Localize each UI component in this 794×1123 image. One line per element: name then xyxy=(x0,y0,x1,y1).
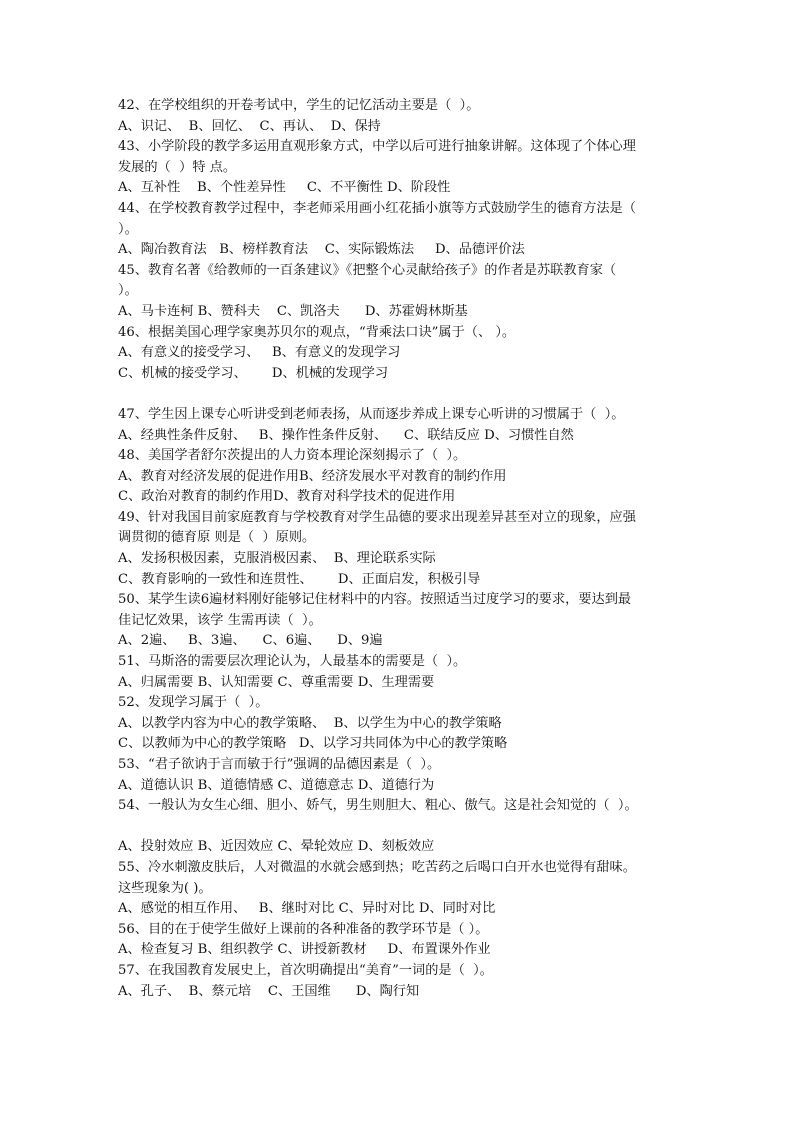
q57-stem: 57、在我国教育发展史上，首次明确提出“美育”一词的是（ ）。 xyxy=(118,962,493,978)
q50-options: A、2遍、 B、3遍、 C、6遍、 D、9遍 xyxy=(118,633,383,649)
q47-stem: 47、学生因上课专心听讲受到老师表扬，从而逐步养成上课专心听讲的习惯属于（ ）。 xyxy=(118,406,625,422)
q42-options: A、识记、 B、回忆、 C、再认、 D、保持 xyxy=(118,118,381,134)
q55-options: A、感觉的相互作用、 B、继时对比 C、异时对比 D、同时对比 xyxy=(118,901,496,917)
q57-options: A、孔子、 B、蔡元培 C、王国维 D、陶行知 xyxy=(118,983,420,999)
q46-options-cd: C、机械的接受学习、 D、机械的发现学习 xyxy=(118,365,389,381)
q48-options-ab: A、教育对经济发展的促进作用B、经济发展水平对教育的制约作用 xyxy=(118,468,507,484)
q43-stem-line2: 发展的（ ）特 点。 xyxy=(118,159,237,175)
q44-options: A、陶冶教育法 B、榜样教育法 C、实际锻炼法 D、品德评价法 xyxy=(118,242,525,258)
q54-options: A、投射效应 B、近因效应 C、晕轮效应 D、刻板效应 xyxy=(118,839,435,855)
q43-options: A、互补性 B、个性差异性 C、不平衡性 D、阶段性 xyxy=(118,180,451,196)
q45-options: A、马卡连柯 B、赞科夫 C、凯洛夫 D、苏霍姆林斯基 xyxy=(118,303,468,319)
q53-stem: 53、“君子欲讷于言而敏于行”强调的品德因素是（ ）。 xyxy=(118,757,441,772)
q49-options-cd: C、教育影响的一致性和连贯性、 D、正面启发，积极引导 xyxy=(118,571,481,587)
q55-stem-line2: 这些现象为( )。 xyxy=(118,880,212,896)
q45-stem-line1: 45、教育名著《给教师的一百条建议》《把整个心灵献给孩子》的作者是苏联教育家（ xyxy=(118,262,617,278)
q54-stem: 54、一般认为女生心细、胆小、娇气，男生则胆大、粗心、傲气。这是社会知觉的（ ）。 xyxy=(118,798,638,814)
blank-line xyxy=(118,384,678,405)
q51-options: A、归属需要 B、认知需要 C、尊重需要 D、生理需要 xyxy=(118,674,435,690)
q44-stem-line2: ）。 xyxy=(118,221,138,237)
q50-stem-line1: 50、某学生读6遍材料刚好能够记住材料中的内容。按照适当过度学习的要求，要达到最 xyxy=(118,592,632,608)
q51-stem: 51、马斯洛的需要层次理论认为，人最基本的需要是（ ）。 xyxy=(118,654,467,670)
q45-stem-line2: ）。 xyxy=(118,283,138,299)
q52-options-ab: A、以教学内容为中心的教学策略、 B、以学生为中心的教学策略 xyxy=(118,715,502,731)
q52-stem: 52、发现学习属于（ ）。 xyxy=(118,695,269,711)
q49-options-ab: A、发扬积极因素，克服消极因素、 B、理论联系实际 xyxy=(118,551,436,567)
q56-stem: 56、目的在于使学生做好上课前的各种准备的教学环节是（ ）。 xyxy=(118,921,489,937)
q47-options: A、经典性条件反射、 B、操作性条件反射、 C、联结反应 D、习惯性自然 xyxy=(118,427,574,443)
q48-options-cd: C、政治对教育的制约作用D、教育对科学技术的促进作用 xyxy=(118,489,456,505)
q53-options: A、道德认识 B、道德情感 C、道德意志 D、道德行为 xyxy=(118,777,435,793)
q50-stem-line2: 佳记忆效果，该学 生需再读（ ）。 xyxy=(118,612,322,628)
q56-options: A、检查复习 B、组织教学 C、讲授新教材 D、布置课外作业 xyxy=(118,942,491,958)
q49-stem-line1: 49、针对我国目前家庭教育与学校教育对学生品德的要求出现差异甚至对立的现象，应强 xyxy=(118,509,636,525)
q48-stem: 48、美国学者舒尔茨提出的人力资本理论深刻揭示了（ ）。 xyxy=(118,448,467,464)
q46-options-ab: A、有意义的接受学习、 B、有意义的发现学习 xyxy=(118,345,401,361)
q52-options-cd: C、以教师为中心的教学策略 D、以学习共同体为中心的教学策略 xyxy=(118,736,508,752)
q44-stem-line1: 44、在学校教育教学过程中，李老师采用画小红花插小旗等方式鼓励学生的德育方法是（ xyxy=(118,200,636,216)
blank-line xyxy=(118,817,678,838)
q46-stem: 46、根据美国心理学家奥苏贝尔的观点，“背乘法口诀”属于（、 ）。 xyxy=(118,324,516,340)
q49-stem-line2: 调贯彻的德育原 则是（ ）原则。 xyxy=(118,530,316,546)
q42-stem: 42、在学校组织的开卷考试中，学生的记忆活动主要是（ ）。 xyxy=(118,98,480,113)
document-page xyxy=(118,96,678,1002)
q43-stem-line1: 43、小学阶段的教学多运用直观形象方式，中学以后可进行抽象讲解。这体现了个体心理 xyxy=(118,139,636,155)
q55-stem-line1: 55、冷水刺激皮肤后，人对微温的水就会感到热；吃苦药之后喝口白开水也觉得有甜味。 xyxy=(118,859,636,875)
